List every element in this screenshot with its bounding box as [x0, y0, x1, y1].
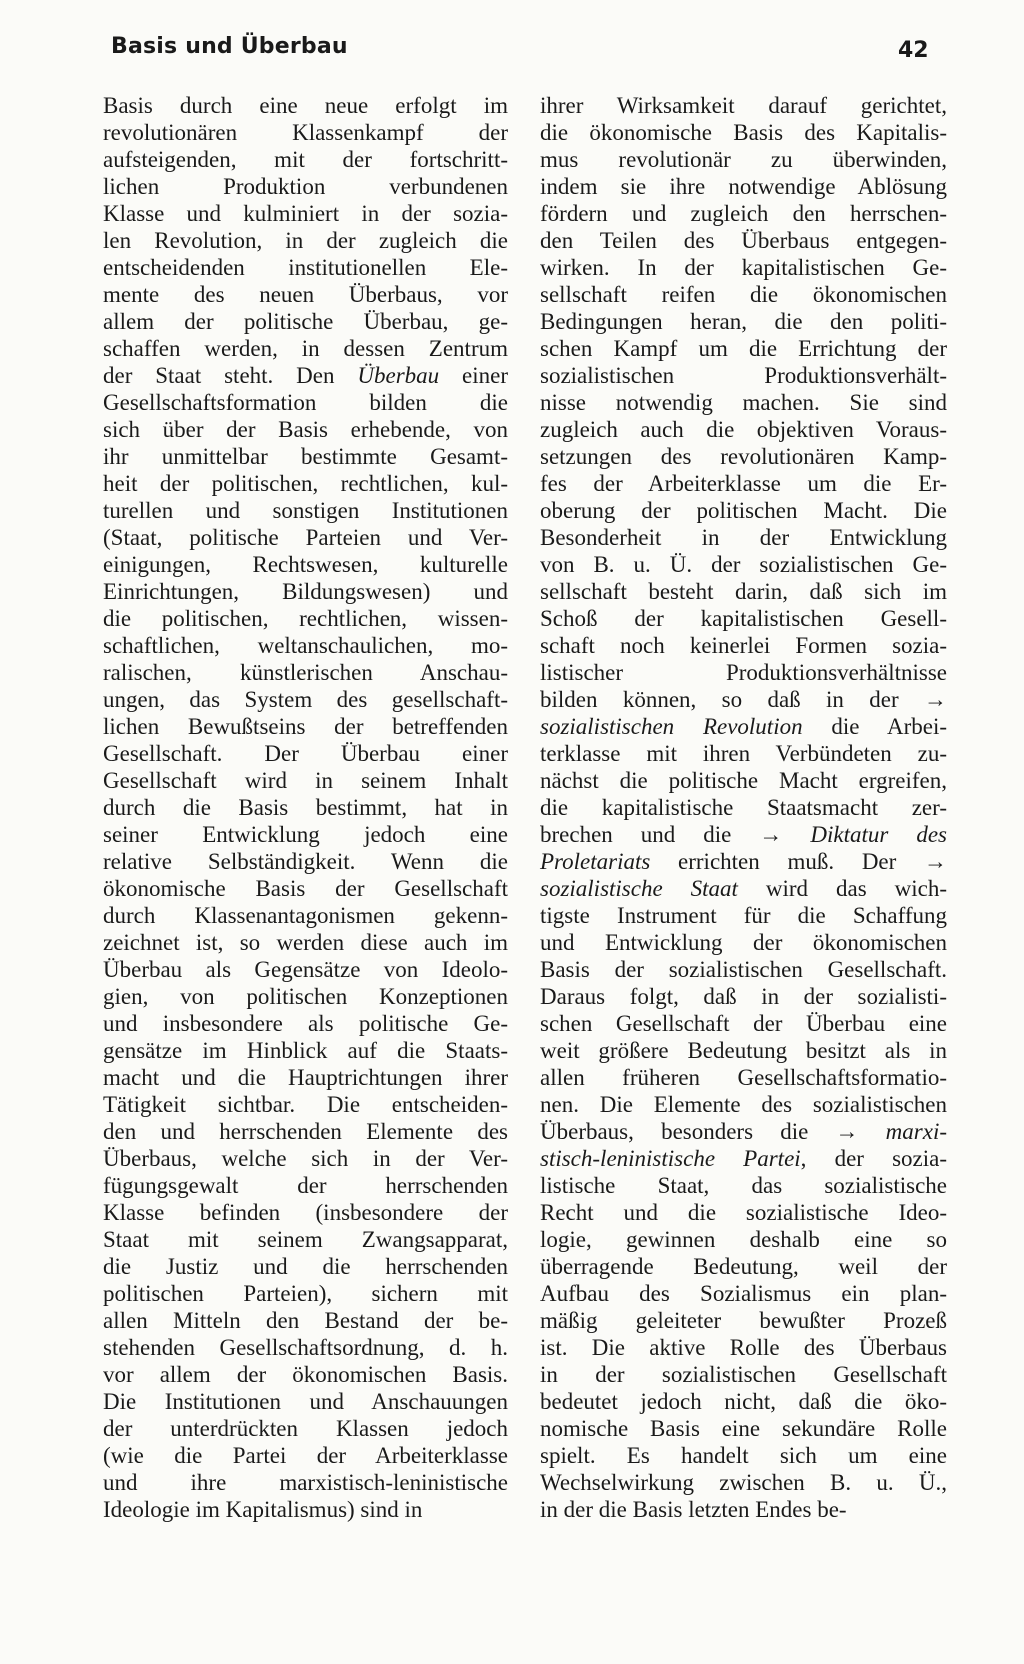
italic-term: Diktatur des — [810, 822, 947, 847]
text-line: mente des neuen Überbaus, vor — [103, 282, 508, 307]
text-line: logie, gewinnen deshalb eine so — [540, 1227, 947, 1252]
text-line: Gesellschaft wird in seinem Inhalt — [103, 768, 508, 793]
text-line: den Teilen des Überbaus entgegen- — [540, 228, 947, 253]
text-line: wirken. In der kapitalistischen Ge- — [540, 255, 947, 280]
text-line: mäßig geleiteter bewußter Prozeß — [540, 1308, 947, 1333]
text-line: len Revolution, in der zugleich die — [103, 228, 508, 253]
text-line: zugleich auch die objektiven Voraus- — [540, 417, 947, 442]
text-line: ist. Die aktive Rolle des Überbaus — [540, 1335, 947, 1360]
text-line: ihrer Wirksamkeit darauf gerichtet, — [540, 93, 947, 118]
text-line: in der die Basis letzten Endes be- — [540, 1497, 847, 1522]
text-line: nomische Basis eine sekundäre Rolle — [540, 1416, 947, 1441]
text-line: Überbaus, welche sich in der Ver- — [103, 1146, 508, 1171]
text-line: fes der Arbeiterklasse um die Er- — [540, 471, 947, 496]
text-line: Proletariats errichten muß. Der → — [540, 849, 947, 874]
text-line: überragende Bedeutung, weil der — [540, 1254, 947, 1279]
text-line: sozialistische Staat wird das wich- — [540, 876, 948, 901]
text-line: und ihre marxistisch-leninistische — [103, 1470, 508, 1495]
text-line: Klasse und kulminiert in der sozia- — [103, 201, 508, 226]
text-line: Einrichtungen, Bildungswesen) und — [103, 579, 508, 604]
text-line: Basis durch eine neue erfolgt im — [103, 93, 508, 118]
text-line: weit größere Bedeutung besitzt als in — [540, 1038, 947, 1063]
italic-term: stisch-leninistische Partei — [540, 1146, 801, 1171]
running-header-title: Basis und Überbau — [111, 34, 348, 59]
text-line: sozialistischen Revolution die Arbei- — [540, 714, 948, 739]
text-line: fügungsgewalt der herrschenden — [103, 1173, 508, 1198]
text-line: turellen und sonstigen Institutionen — [103, 498, 508, 523]
text-line: Gesellschaftsformation bilden die — [103, 390, 508, 415]
text-line: sozialistischen Produktionsverhält- — [540, 363, 947, 388]
text-line: stehenden Gesellschaftsordnung, d. h. — [103, 1335, 508, 1360]
text-line: einigungen, Rechtswesen, kulturelle — [103, 552, 508, 577]
text-line: nen. Die Elemente des sozialistischen — [540, 1092, 947, 1117]
text-line: allen Mitteln den Bestand der be- — [103, 1308, 508, 1333]
text-line: nächst die politische Macht ergreifen, — [540, 768, 947, 793]
text-line: Gesellschaft. Der Überbau einer — [103, 741, 508, 766]
text-line: mus revolutionär zu überwinden, — [540, 147, 947, 172]
text-line: schaftlichen, weltanschaulichen, mo- — [103, 633, 508, 658]
text-line: gensätze im Hinblick auf die Staats- — [103, 1038, 508, 1063]
text-line: (Staat, politische Parteien und Ver- — [103, 525, 508, 550]
text-line: aufsteigenden, mit der fortschritt- — [103, 147, 508, 172]
text-line: indem sie ihre notwendige Ablösung — [540, 174, 947, 199]
text-line: lichen Bewußtseins der betreffenden — [103, 714, 508, 739]
text-line: revolutionären Klassenkampf der — [103, 120, 508, 145]
text-line: bedeutet jedoch nicht, daß die öko- — [540, 1389, 947, 1414]
text-line: Besonderheit in der Entwicklung — [540, 525, 947, 550]
text-column-left — [103, 92, 508, 1523]
text-line: setzungen des revolutionären Kamp- — [540, 444, 947, 469]
text-line: Recht und die sozialistische Ideo- — [540, 1200, 947, 1225]
text-line: terklasse mit ihren Verbündeten zu- — [540, 741, 947, 766]
text-line: die Justiz und die herrschenden — [103, 1254, 508, 1279]
text-line: in der sozialistischen Gesellschaft — [540, 1362, 947, 1387]
text-line: die politischen, rechtlichen, wissen- — [103, 606, 508, 631]
text-line: politischen Parteien), sichern mit — [103, 1281, 508, 1306]
text-line: entscheidenden institutionellen Ele- — [103, 255, 508, 280]
text-line: allem der politische Überbau, ge- — [103, 309, 508, 334]
text-line: fördern und zugleich den herrschen- — [540, 201, 947, 226]
text-line: Aufbau des Sozialismus ein plan- — [540, 1281, 947, 1306]
text-line: durch Klassenantagonismen gekenn- — [103, 903, 508, 928]
text-line: die kapitalistische Staatsmacht zer- — [540, 795, 947, 820]
text-line: bilden können, so daß in der → — [540, 687, 947, 712]
text-line: listischer Produktionsverhältnisse — [540, 660, 947, 685]
text-line: listische Staat, das sozialistische — [540, 1173, 947, 1198]
text-line: Überbaus, besonders die → marxi- — [540, 1119, 947, 1144]
text-line: ungen, das System des gesellschaft- — [103, 687, 508, 712]
italic-term: sozialistische Staat — [540, 876, 738, 901]
italic-term: sozialistischen Revolution — [540, 714, 803, 739]
text-line: zeichnet ist, so werden diese auch im — [103, 930, 508, 955]
text-line: ökonomische Basis der Gesellschaft — [103, 876, 508, 901]
text-line: Basis der sozialistischen Gesellschaft. — [540, 957, 947, 982]
text-line: vor allem der ökonomischen Basis. — [103, 1362, 508, 1387]
text-line: relative Selbständigkeit. Wenn die — [103, 849, 508, 874]
text-line: stisch-leninistische Partei, der sozia- — [540, 1146, 947, 1171]
text-line: Staat mit seinem Zwangsapparat, — [103, 1227, 508, 1252]
text-line: und Entwicklung der ökonomischen — [540, 930, 947, 955]
text-line: oberung der politischen Macht. Die — [540, 498, 947, 523]
text-line: Daraus folgt, daß in der sozialisti- — [540, 984, 947, 1009]
italic-term: marxi- — [885, 1119, 947, 1144]
italic-term: Proletariats — [540, 849, 651, 874]
text-line: spielt. Es handelt sich um eine — [540, 1443, 947, 1468]
text-line: nisse notwendig machen. Sie sind — [540, 390, 947, 415]
text-column-right — [540, 92, 947, 1523]
text-line: Schoß der kapitalistischen Gesell- — [540, 606, 947, 631]
text-line: der Staat steht. Den Überbau einer — [103, 363, 508, 388]
text-line: sellschaft reifen die ökonomischen — [540, 282, 947, 307]
text-line: allen früheren Gesellschaftsformatio- — [540, 1065, 947, 1090]
text-line: Bedingungen heran, die den politi- — [540, 309, 947, 334]
text-line: den und herrschenden Elemente des — [103, 1119, 508, 1144]
text-line: macht und die Hauptrichtungen ihrer — [103, 1065, 508, 1090]
text-line: von B. u. Ü. der sozialistischen Ge- — [540, 552, 947, 577]
page-number: 42 — [898, 38, 929, 63]
text-line: die ökonomische Basis des Kapitalis- — [540, 120, 947, 145]
text-line: Wechselwirkung zwischen B. u. Ü., — [540, 1470, 947, 1495]
text-line: gien, von politischen Konzeptionen — [103, 984, 508, 1009]
text-line: der unterdrückten Klassen jedoch — [103, 1416, 508, 1441]
text-line: brechen und die → Diktatur des — [540, 822, 947, 847]
text-line: schen Kampf um die Errichtung der — [540, 336, 947, 361]
italic-term: Überbau — [357, 363, 440, 388]
text-line: Die Institutionen und Anschauungen — [103, 1389, 508, 1414]
text-line: durch die Basis bestimmt, hat in — [103, 795, 508, 820]
text-line: schaffen werden, in dessen Zentrum — [103, 336, 508, 361]
text-line: tigste Instrument für die Schaffung — [540, 903, 947, 928]
text-line: Überbau als Gegensätze von Ideolo- — [103, 957, 508, 982]
text-line: Tätigkeit sichtbar. Die entscheiden- — [103, 1092, 508, 1117]
text-line: ihr unmittelbar bestimmte Gesamt- — [103, 444, 508, 469]
text-line: (wie die Partei der Arbeiterklasse — [103, 1443, 508, 1468]
text-line: Klasse befinden (insbesondere der — [103, 1200, 508, 1225]
text-line: seiner Entwicklung jedoch eine — [103, 822, 508, 847]
text-line: schaft noch keinerlei Formen sozia- — [540, 633, 947, 658]
text-line: lichen Produktion verbundenen — [103, 174, 508, 199]
text-line: sellschaft besteht darin, daß sich im — [540, 579, 947, 604]
text-line: schen Gesellschaft der Überbau eine — [540, 1011, 947, 1036]
text-line: Ideologie im Kapitalismus) sind in — [103, 1497, 423, 1522]
text-line: und insbesondere als politische Ge- — [103, 1011, 508, 1036]
text-line: ralischen, künstlerischen Anschau- — [103, 660, 508, 685]
text-line: sich über der Basis erhebende, von — [103, 417, 508, 442]
text-line: heit der politischen, rechtlichen, kul- — [103, 471, 508, 496]
